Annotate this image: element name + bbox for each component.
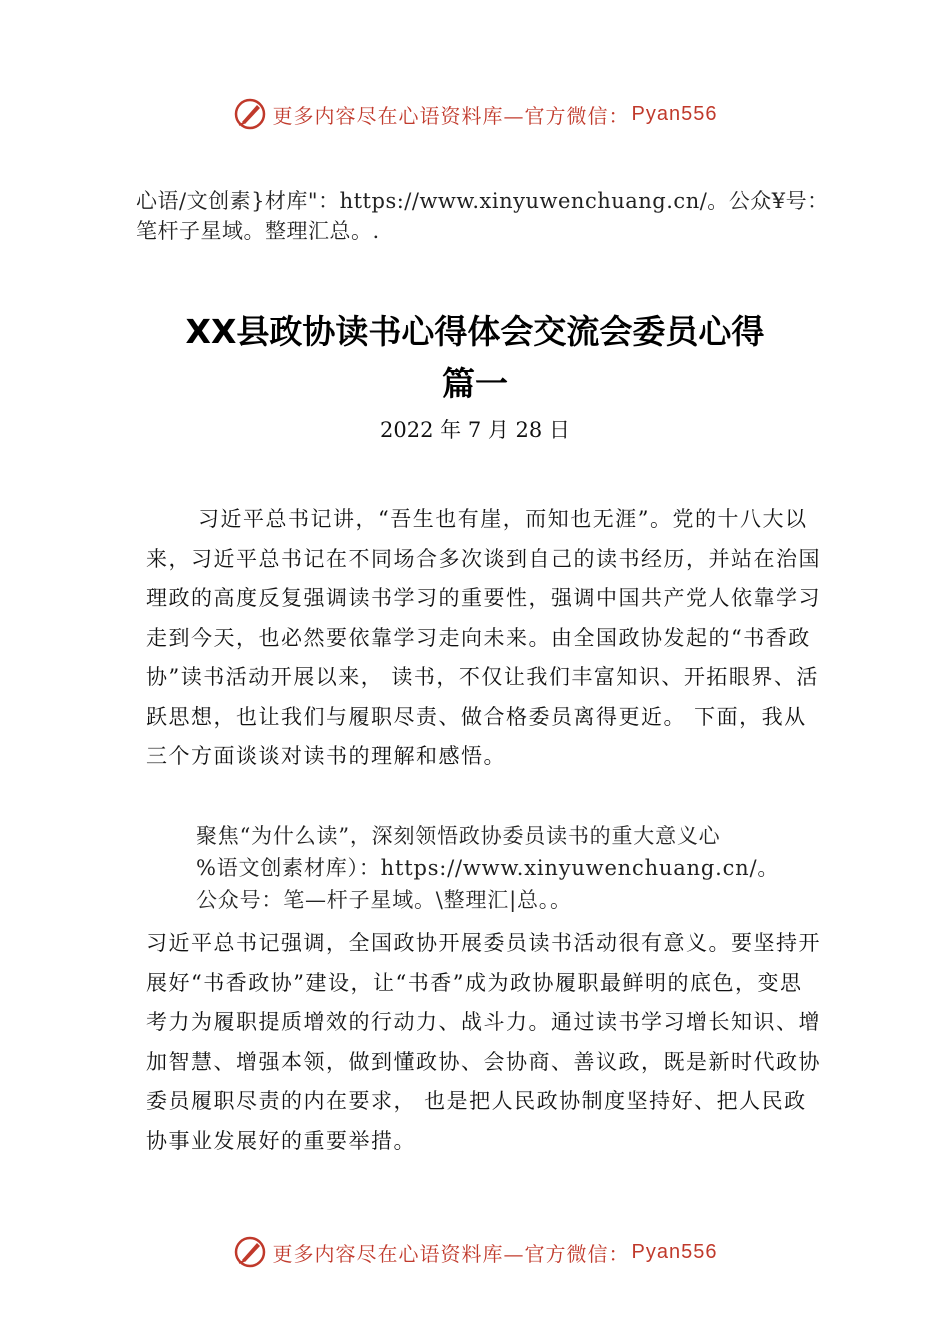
section-heading-with-note: 聚焦“为什么读”，深刻领悟政协委员读书的重大意义心 — [196, 824, 721, 848]
inline-source-note: %语文创素材库）：https://www.xinyuwenchuang.cn/。 — [196, 856, 780, 880]
source-note: 心语/文创素}材库"：https://www.xinyuwenchuang.cn/。公众¥号：笔杆子星域。整理汇总。. — [136, 189, 829, 243]
banner-text: 更多内容尽在心语资料库—官方微信： — [272, 103, 630, 128]
quill-seal-icon — [233, 1235, 267, 1269]
banner-wechat-account: Pyan556 — [631, 1240, 718, 1263]
body-paragraph-1: 习近平总书记讲，“吾生也有崖，而知也无涯”。党的十八大以来，习近平总书记在不同场合多次谈到自己的读书经历，并站在治国理政的高度反复强调读书学习的重要性，强调中国共产党人依靠学习走到今天，也必然要依靠学习走向未来。由全国政协发起的“书香政协”读书活动开展以来， 读书，不仅让我们丰富知识、开拓眼界、活跃思想，也让我们与履职尽责、做合格委员离得更近。 下面，我从三个方面谈谈对读书的理解和感悟。 — [146, 507, 821, 768]
document-title: XX县政协读书心得体会交流会委员心得 — [185, 312, 765, 351]
body-paragraph-2: 习近平总书记强调，全国政协开展委员读书活动很有意义。要坚持开展好“书香政协”建设，让“书香”成为政协履职最鲜明的底色，变思考力为履职提质增效的行动力、战斗力。通过读书学习增长知识、增加智慧、增强本领，做到懂政协、会协商、善议政，既是新时代政协委员履职尽责的内在要求， 也是把人民政协制度坚持好、把人民政协事业发展好的重要举措。 — [146, 931, 821, 1153]
top-watermark-banner — [0, 94, 950, 134]
quill-seal-icon — [233, 97, 267, 131]
bottom-watermark-banner — [0, 1232, 950, 1272]
banner-wechat-account: Pyan556 — [631, 102, 718, 125]
banner-text: 更多内容尽在心语资料库—官方微信： — [272, 1241, 630, 1266]
document-title-part: 篇一 — [442, 364, 508, 403]
document-date: 2022 年 7 月 28 日 — [380, 418, 570, 442]
inline-source-note: 公众号：笔—杆子星域。\整理汇|总。。 — [196, 888, 572, 912]
